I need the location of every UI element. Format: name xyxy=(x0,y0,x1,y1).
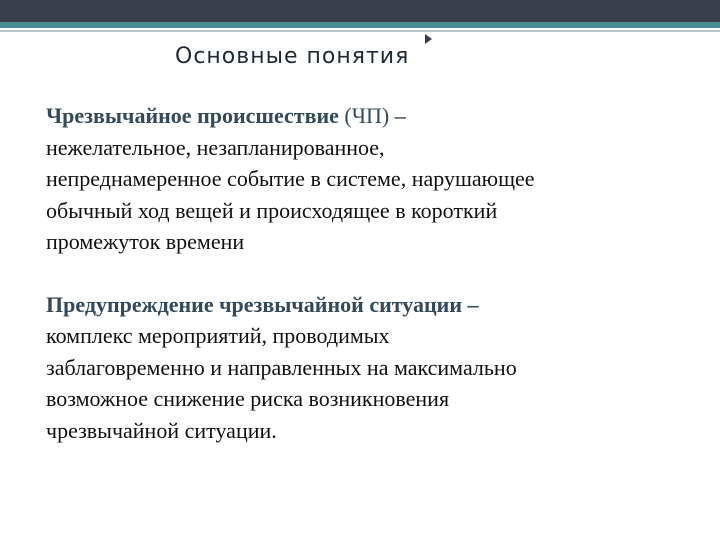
slide-title: Основные понятия xyxy=(175,44,410,69)
definition-2-line: возможное снижение риска возникновения xyxy=(46,386,450,411)
definition-1-line: непреднамеренное событие в системе, нарушающее xyxy=(46,166,535,191)
top-teal-band xyxy=(0,22,720,28)
definition-1-first-line xyxy=(46,100,686,132)
triangle-marker-icon xyxy=(425,34,432,44)
definition-1-term: Чрезвычайное происшествие xyxy=(46,103,339,128)
definition-2-line: комплекс мероприятий, проводимых xyxy=(46,323,390,348)
definition-2-line: чрезвычайной ситуации. xyxy=(46,417,277,443)
slide-content xyxy=(46,100,686,446)
paragraph-gap xyxy=(46,258,686,289)
definition-1-line: промежуток времени xyxy=(46,229,245,254)
definition-1-line: обычный ход вещей и происходящее в короткий xyxy=(46,197,498,223)
top-decor-bar xyxy=(0,0,720,32)
top-dark-band xyxy=(0,0,720,22)
top-thin-line xyxy=(0,30,720,32)
definition-2-line: заблаговременно и направленных на максимально xyxy=(46,354,517,380)
definition-1-abbr: (ЧП) xyxy=(344,103,390,128)
definition-2-first-line xyxy=(46,289,686,321)
definition-1-dash: – xyxy=(389,103,406,128)
definition-1-line: нежелательное, незапланированное, xyxy=(46,134,385,160)
definition-2-term: Предупреждение чрезвычайной ситуации – xyxy=(46,291,479,317)
